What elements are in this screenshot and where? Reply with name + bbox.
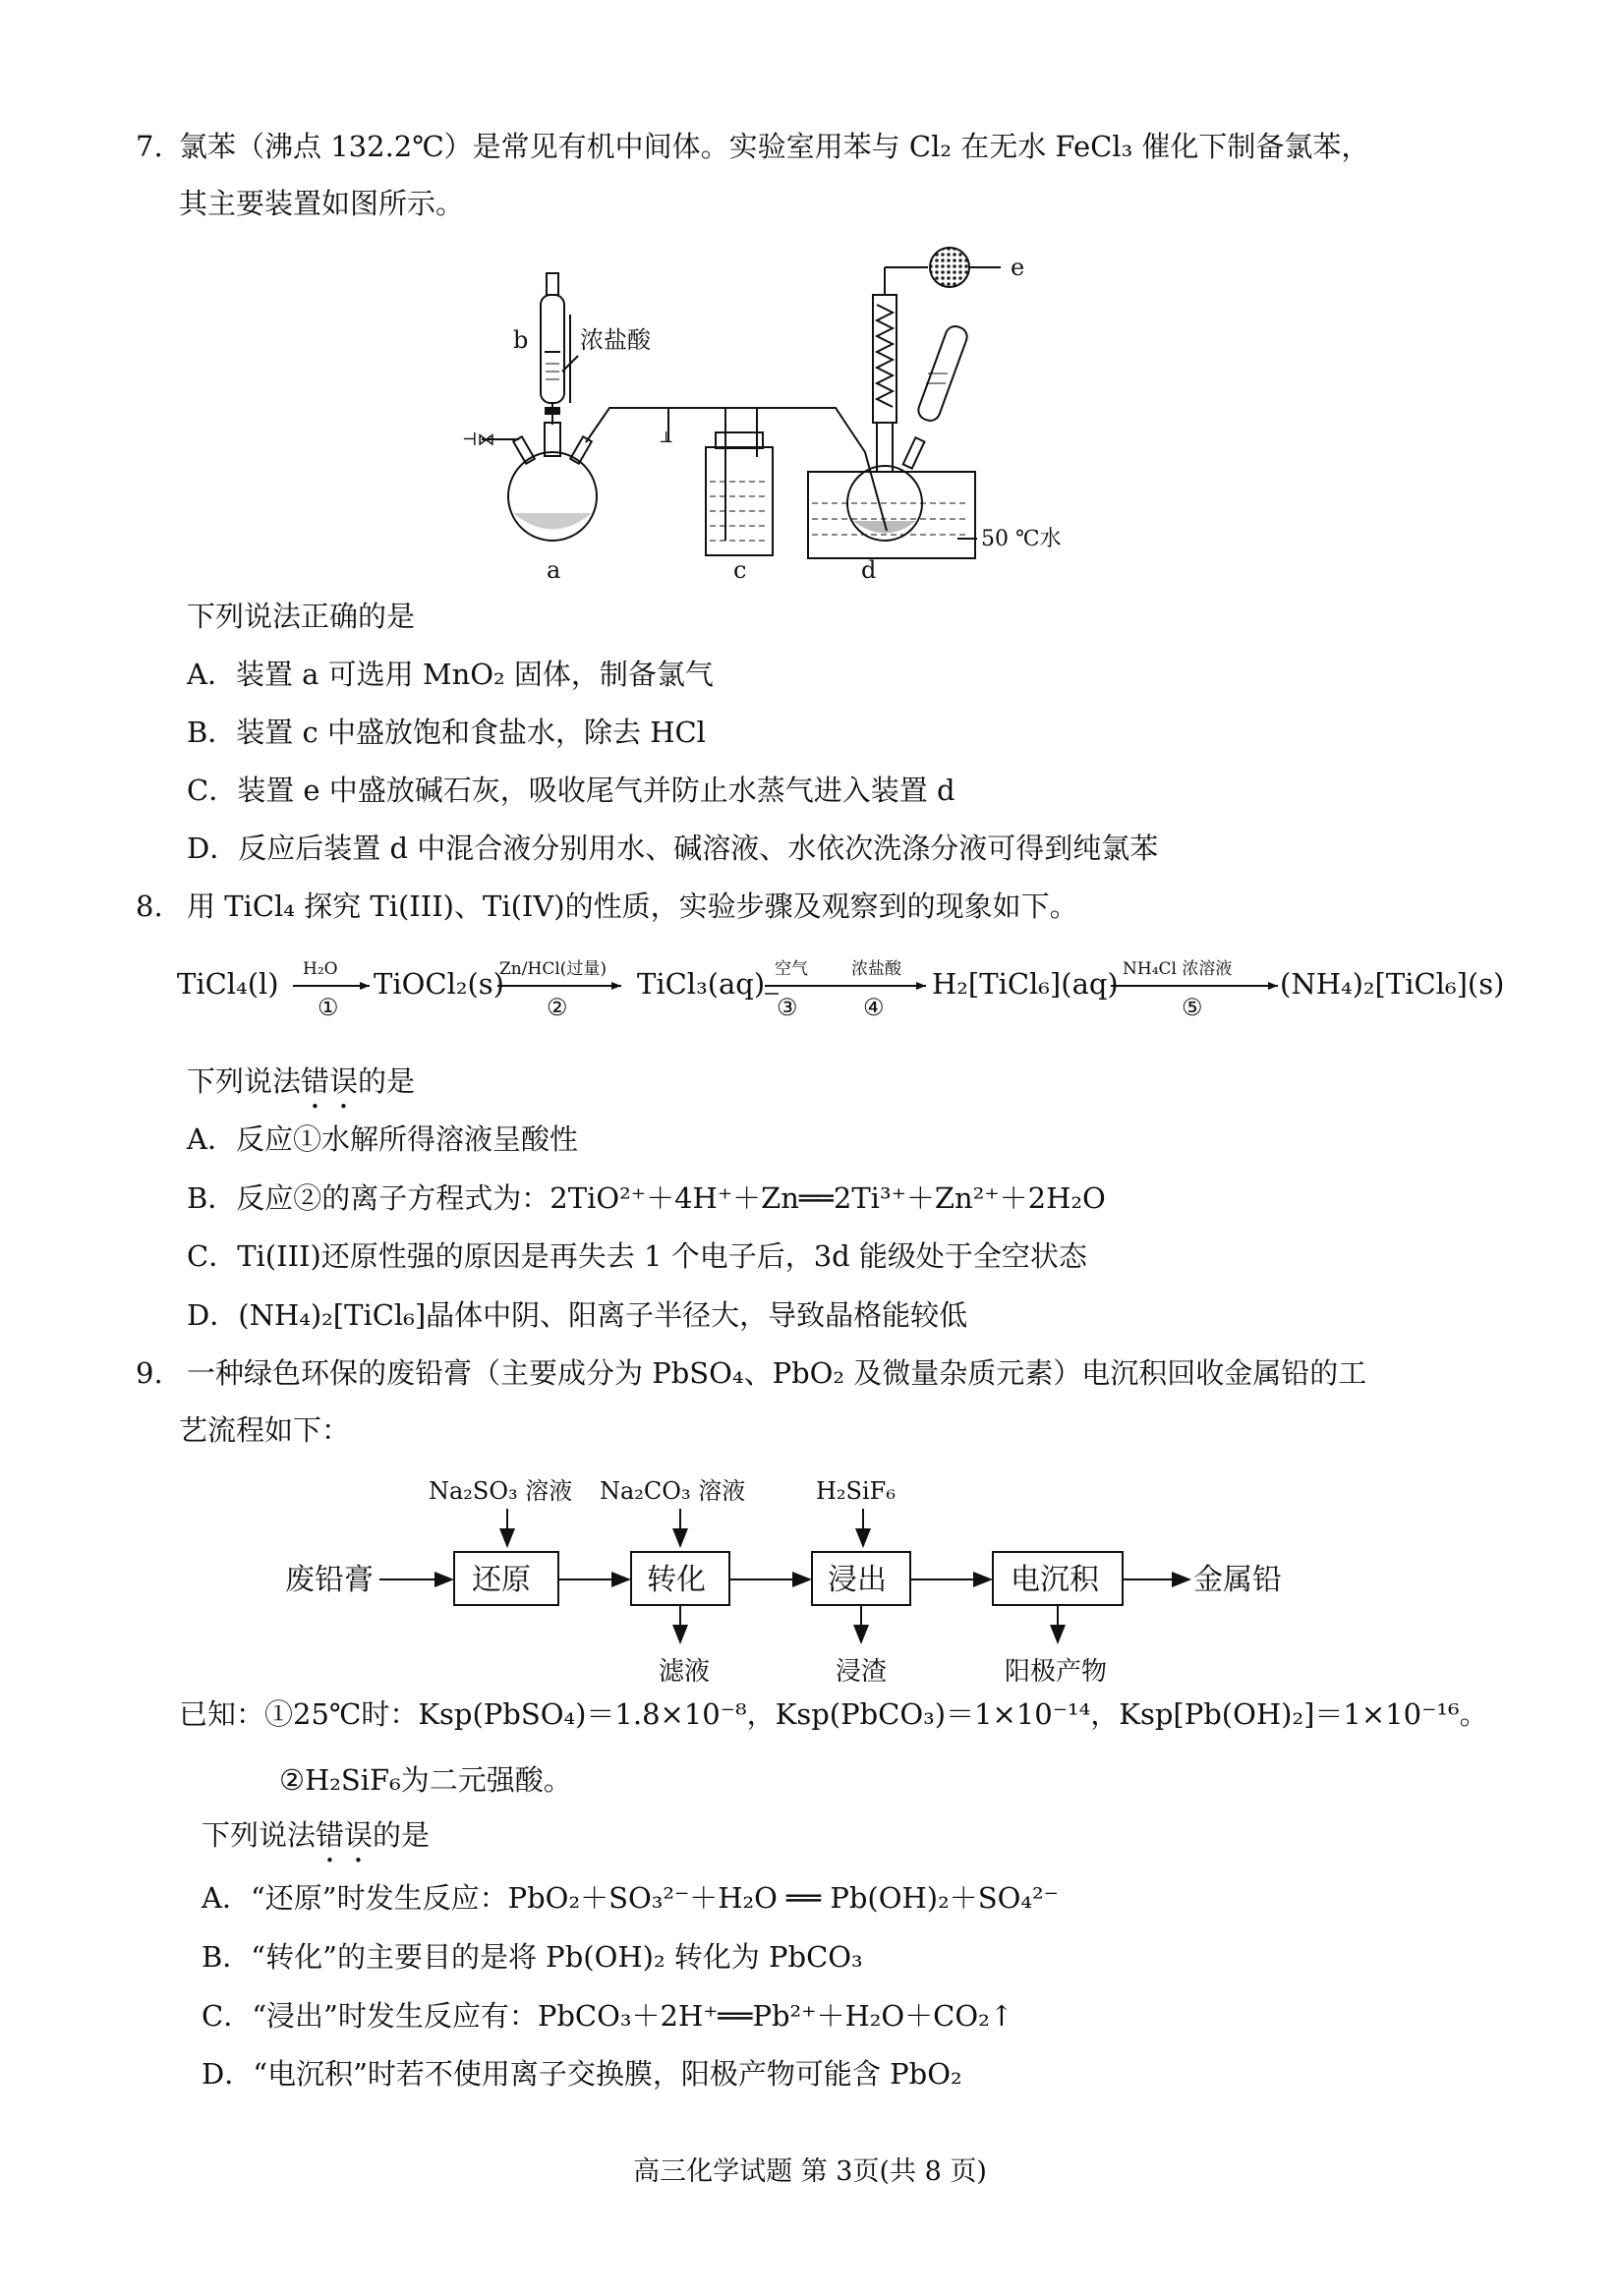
q9-option-b: B．“转化”的主要目的是将 Pb(OH)₂ 转化为 PbCO₃: [202, 1940, 863, 1974]
label-d: d: [861, 556, 877, 584]
label-e: e: [1011, 254, 1025, 281]
step-1: ①: [318, 994, 339, 1021]
reagent-air: 空气: [775, 959, 808, 979]
q9-option-c: C．“浸出”时发生反应有：PbCO₃＋2H⁺══Pb²⁺＋H₂O＋CO₂↑: [202, 1999, 1014, 2033]
reagent-conc-hcl: 浓盐酸: [851, 959, 901, 979]
q8-option-b: B．反应②的离子方程式为：2TiO²⁺＋4H⁺＋Zn══2Ti³⁺＋Zn²⁺＋2H₂O: [187, 1181, 1106, 1215]
input-na2so3: Na₂SO₃ 溶液: [429, 1477, 573, 1505]
label-b: b: [513, 326, 529, 354]
q9-process-flow: [285, 1469, 1347, 1700]
species-ticl4: TiCl₄(l): [177, 967, 279, 1001]
reagent-nh4cl: NH₄Cl 浓溶液: [1123, 959, 1233, 979]
q9-option-a: A．“还原”时发生反应：PbO₂＋SO₃²⁻＋H₂O ══ Pb(OH)₂＋SO₄²⁻: [202, 1881, 1059, 1915]
q7-stem-line1: 氯苯（沸点 132.2℃）是常见有机中间体。实验室用苯与 Cl₂ 在无水 FeCl₃ 催化下制备氯苯，: [179, 130, 1370, 163]
svg-text:⊥: ⊥: [659, 428, 674, 446]
q8-option-d: D．(NH₄)₂[TiCl₆]晶体中阴、阳离子半径大，导致晶格能较低: [187, 1298, 968, 1332]
input-h2sif6: H₂SiF₆: [816, 1477, 896, 1505]
q9-known-2: ②H₂SiF₆为二元强酸。: [279, 1763, 572, 1797]
step-conversion: 转化: [647, 1563, 706, 1597]
step-electrodeposition: 电沉积: [1011, 1563, 1099, 1597]
q7-option-c: C．装置 e 中盛放碱石灰，吸收尾气并防止水蒸气进入装置 d: [187, 774, 955, 807]
label-a: a: [547, 556, 561, 584]
species-nh4-2-ticl6: (NH₄)₂[TiCl₆](s): [1280, 967, 1505, 1001]
label-bath: 50 ℃水: [981, 527, 1062, 551]
reagent-zn-hcl: Zn/HCl(过量): [499, 959, 608, 979]
q8-stem: 用 TiCl₄ 探究 Ti(III)、Ti(IV)的性质，实验步骤及观察到的现象如下。: [187, 890, 1078, 923]
q7-prompt: 下列说法正确的是: [187, 600, 416, 633]
q7-number: 7.: [136, 130, 163, 163]
q8-number: 8.: [136, 890, 163, 923]
product-lead: 金属铅: [1193, 1563, 1282, 1597]
output-residue: 浸渣: [836, 1657, 888, 1687]
svg-text:⊣⋈: ⊣⋈: [462, 430, 495, 450]
q9-known-1: 已知：①25℃时：Ksp(PbSO₄)＝1.8×10⁻⁸，Ksp(PbCO₃)＝1×10⁻¹⁴，Ksp[Pb(OH)₂]＝1×10⁻¹⁶。: [179, 1697, 1488, 1731]
input-na2co3: Na₂CO₃ 溶液: [600, 1477, 746, 1505]
q7-apparatus-figure: [462, 246, 1062, 585]
q9-stem-line1: 一种绿色环保的废铅膏（主要成分为 PbSO₄、PbO₂ 及微量杂质元素）电沉积回收金属铅的工: [187, 1356, 1367, 1390]
species-tiocl2: TiOCl₂(s): [374, 967, 504, 1001]
q8-option-c: C．Ti(III)还原性强的原因是再失去 1 个电子后，3d 能级处于全空状态: [187, 1239, 1087, 1273]
step-3: ③: [777, 994, 798, 1021]
step-2: ②: [547, 994, 568, 1021]
q7-stem-line2: 其主要装置如图所示。: [179, 187, 465, 220]
species-ticl3: TiCl₃(aq): [637, 967, 766, 1001]
label-conc-hcl: 浓盐酸: [580, 326, 651, 354]
q8-reaction-scheme: [177, 948, 1514, 1027]
q9-prompt: 下列说法错误的是: [202, 1818, 431, 1852]
reagent-h2o: H₂O: [303, 959, 338, 979]
label-c: c: [733, 556, 747, 584]
step-5: ⑤: [1182, 994, 1203, 1021]
species-h2ticl6: H₂[TiCl₆](aq): [932, 967, 1119, 1001]
q9-option-d: D．“电沉积”时若不使用离子交换膜，阳极产物可能含 PbO₂: [202, 2057, 962, 2091]
start-waste-lead-paste: 废铅膏: [285, 1563, 374, 1597]
page-footer: 高三化学试题 第 3页(共 8 页): [633, 2156, 987, 2187]
step-reduction: 还原: [472, 1563, 531, 1597]
q8-option-a: A．反应①水解所得溶液呈酸性: [187, 1122, 578, 1156]
output-filtrate: 滤液: [659, 1657, 711, 1687]
output-anode-product: 阳极产物: [1005, 1657, 1108, 1687]
q7-option-a: A．装置 a 可选用 MnO₂ 固体，制备氯气: [187, 658, 714, 691]
step-leaching: 浸出: [828, 1563, 887, 1597]
q7-option-d: D．反应后装置 d 中混合液分别用水、碱溶液、水依次洗涤分液可得到纯氯苯: [187, 832, 1159, 865]
q7-option-b: B．装置 c 中盛放饱和食盐水，除去 HCl: [187, 716, 706, 749]
q9-stem-line2: 艺流程如下：: [179, 1413, 351, 1447]
step-4: ④: [863, 994, 885, 1021]
q8-prompt: 下列说法错误的是: [187, 1064, 416, 1098]
q9-number: 9.: [136, 1356, 163, 1390]
